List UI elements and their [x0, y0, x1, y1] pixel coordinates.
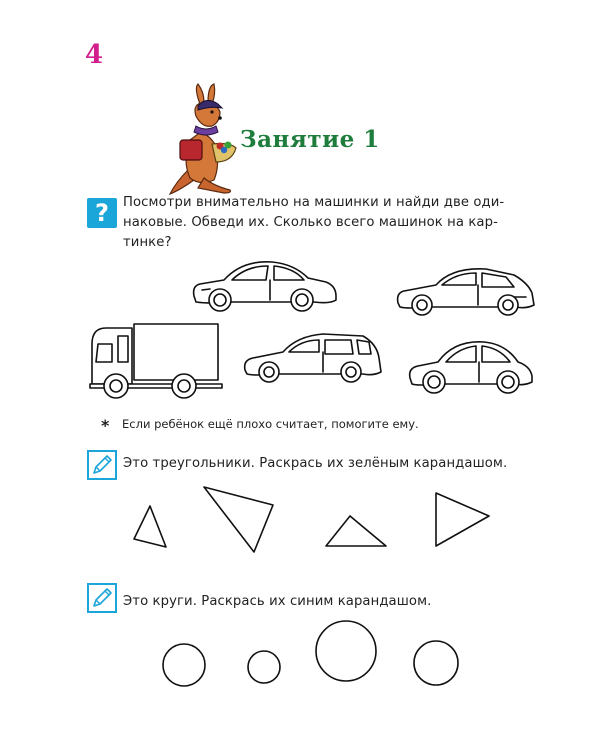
circle-1 — [163, 644, 205, 686]
question-icon: ? — [87, 198, 117, 228]
task3-instruction: Это круги. Раскрась их синим карандашом. — [123, 594, 432, 609]
page-number: 4 — [85, 40, 104, 70]
circle-2 — [248, 651, 280, 683]
footnote-text: Если ребёнок ещё плохо считает, помогите ему. — [122, 417, 419, 431]
task1-line: наковые. Обведи их. Сколько всего машинок на кар- — [123, 215, 498, 230]
circle-3 — [316, 621, 376, 681]
lesson-title: Занятие 1 — [240, 126, 380, 153]
task2-instruction: Это треугольники. Раскрась их зелёным карандашом. — [123, 456, 508, 471]
task1-line: тинке? — [123, 235, 172, 250]
footnote-star: * — [101, 416, 110, 435]
circle-4 — [414, 641, 458, 685]
task1-line: Посмотри внимательно на машинки и найди две оди- — [123, 195, 505, 210]
